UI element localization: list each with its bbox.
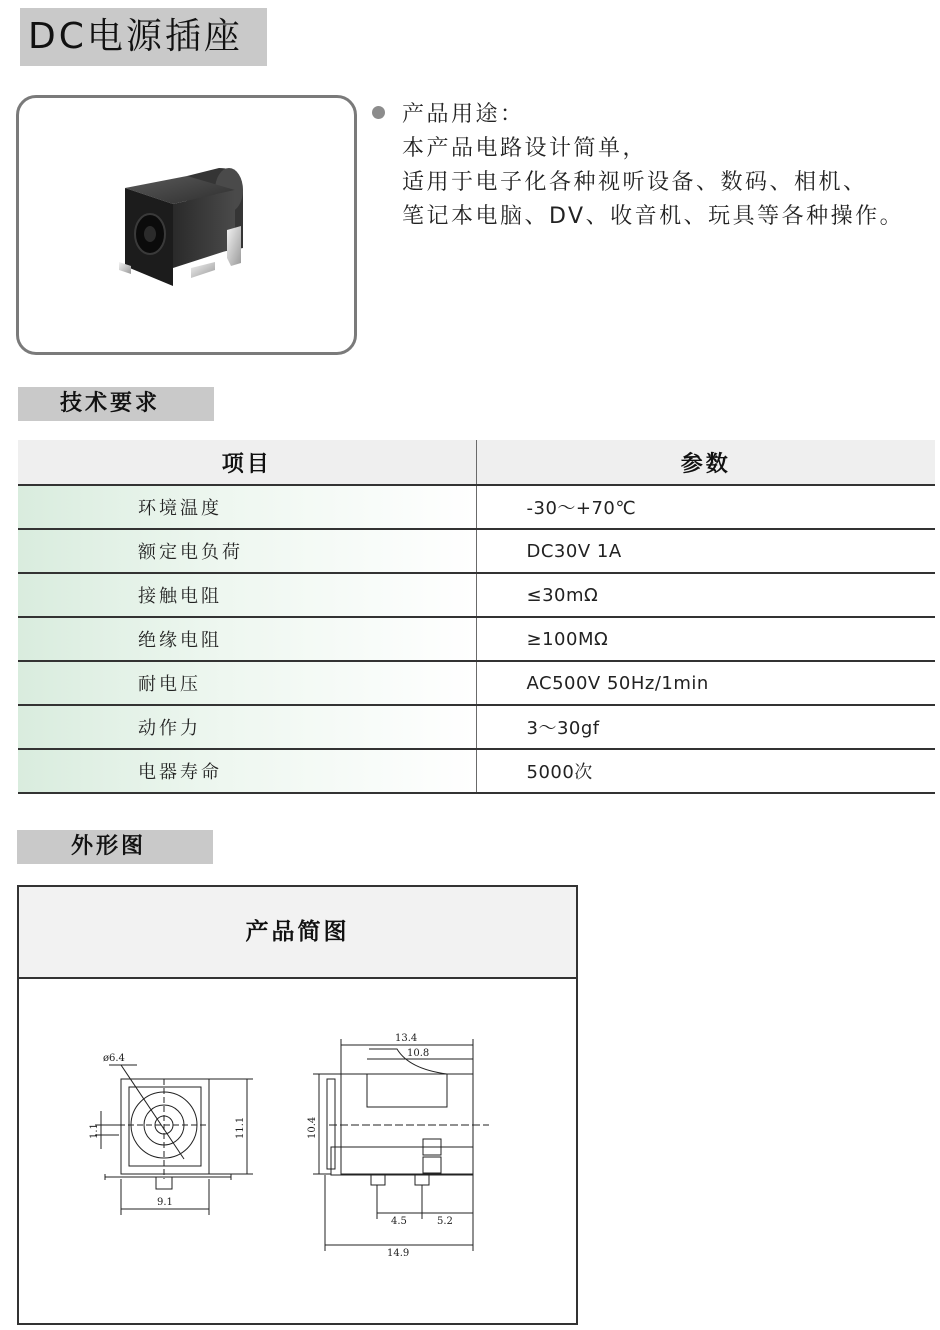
row-item: 环境温度 [18,485,476,529]
bullet-icon [372,106,385,119]
dim-pin-offset: 1.1 [89,1123,100,1139]
dimension-drawing [19,979,576,1325]
tech-section-heading: 技术要求 [18,387,214,421]
row-value: AC500V 50Hz/1min [476,661,935,705]
dim-front-width: 9.1 [157,1197,173,1208]
outline-section-heading: 外形图 [17,830,213,864]
row-value: ≤30mΩ [476,573,935,617]
dim-pin-spacing-b: 5.2 [437,1216,453,1227]
row-value: 5000次 [476,749,935,793]
outline-drawing-box [17,885,578,1325]
column-header-param: 参数 [476,440,935,485]
table-row [18,661,935,705]
dc-jack-photo [19,98,354,352]
dim-side-total-depth: 13.4 [395,1033,418,1044]
dim-side-height: 10.4 [307,1116,318,1139]
dim-diameter: ø6.4 [103,1053,125,1064]
row-item: 动作力 [18,705,476,749]
dim-pin-spacing-a: 4.5 [391,1216,407,1227]
usage-line-2: 适用于电子化各种视听设备、数码、相机、 [402,170,868,195]
dim-side-overall: 14.9 [387,1248,410,1259]
row-value: 3～30gf [476,705,935,749]
row-value: ≥100MΩ [476,617,935,661]
row-item: 耐电压 [18,661,476,705]
usage-line-1: 本产品电路设计简单， [402,136,648,161]
table-row [18,749,935,793]
usage-heading: 产品用途： [402,102,525,127]
row-value: DC30V 1A [476,529,935,573]
table-header-row [18,440,935,485]
spec-table [18,440,935,794]
usage-line-3: 笔记本电脑、DV、收音机、玩具等各种操作。 [402,204,905,229]
row-item: 接触电阻 [18,573,476,617]
drawing-title: 产品简图 [19,887,576,979]
row-item: 绝缘电阻 [18,617,476,661]
product-photo-frame [16,95,357,355]
product-usage [372,98,932,234]
row-value: -30～+70℃ [476,485,935,529]
page-title: DC电源插座 [20,8,267,66]
row-item: 额定电负荷 [18,529,476,573]
table-row [18,617,935,661]
table-row [18,705,935,749]
table-row [18,529,935,573]
row-item: 电器寿命 [18,749,476,793]
table-row [18,485,935,529]
table-row [18,573,935,617]
dim-side-body-depth: 10.8 [407,1048,430,1059]
column-header-item: 项目 [18,440,476,485]
dim-front-height: 11.1 [235,1116,246,1139]
